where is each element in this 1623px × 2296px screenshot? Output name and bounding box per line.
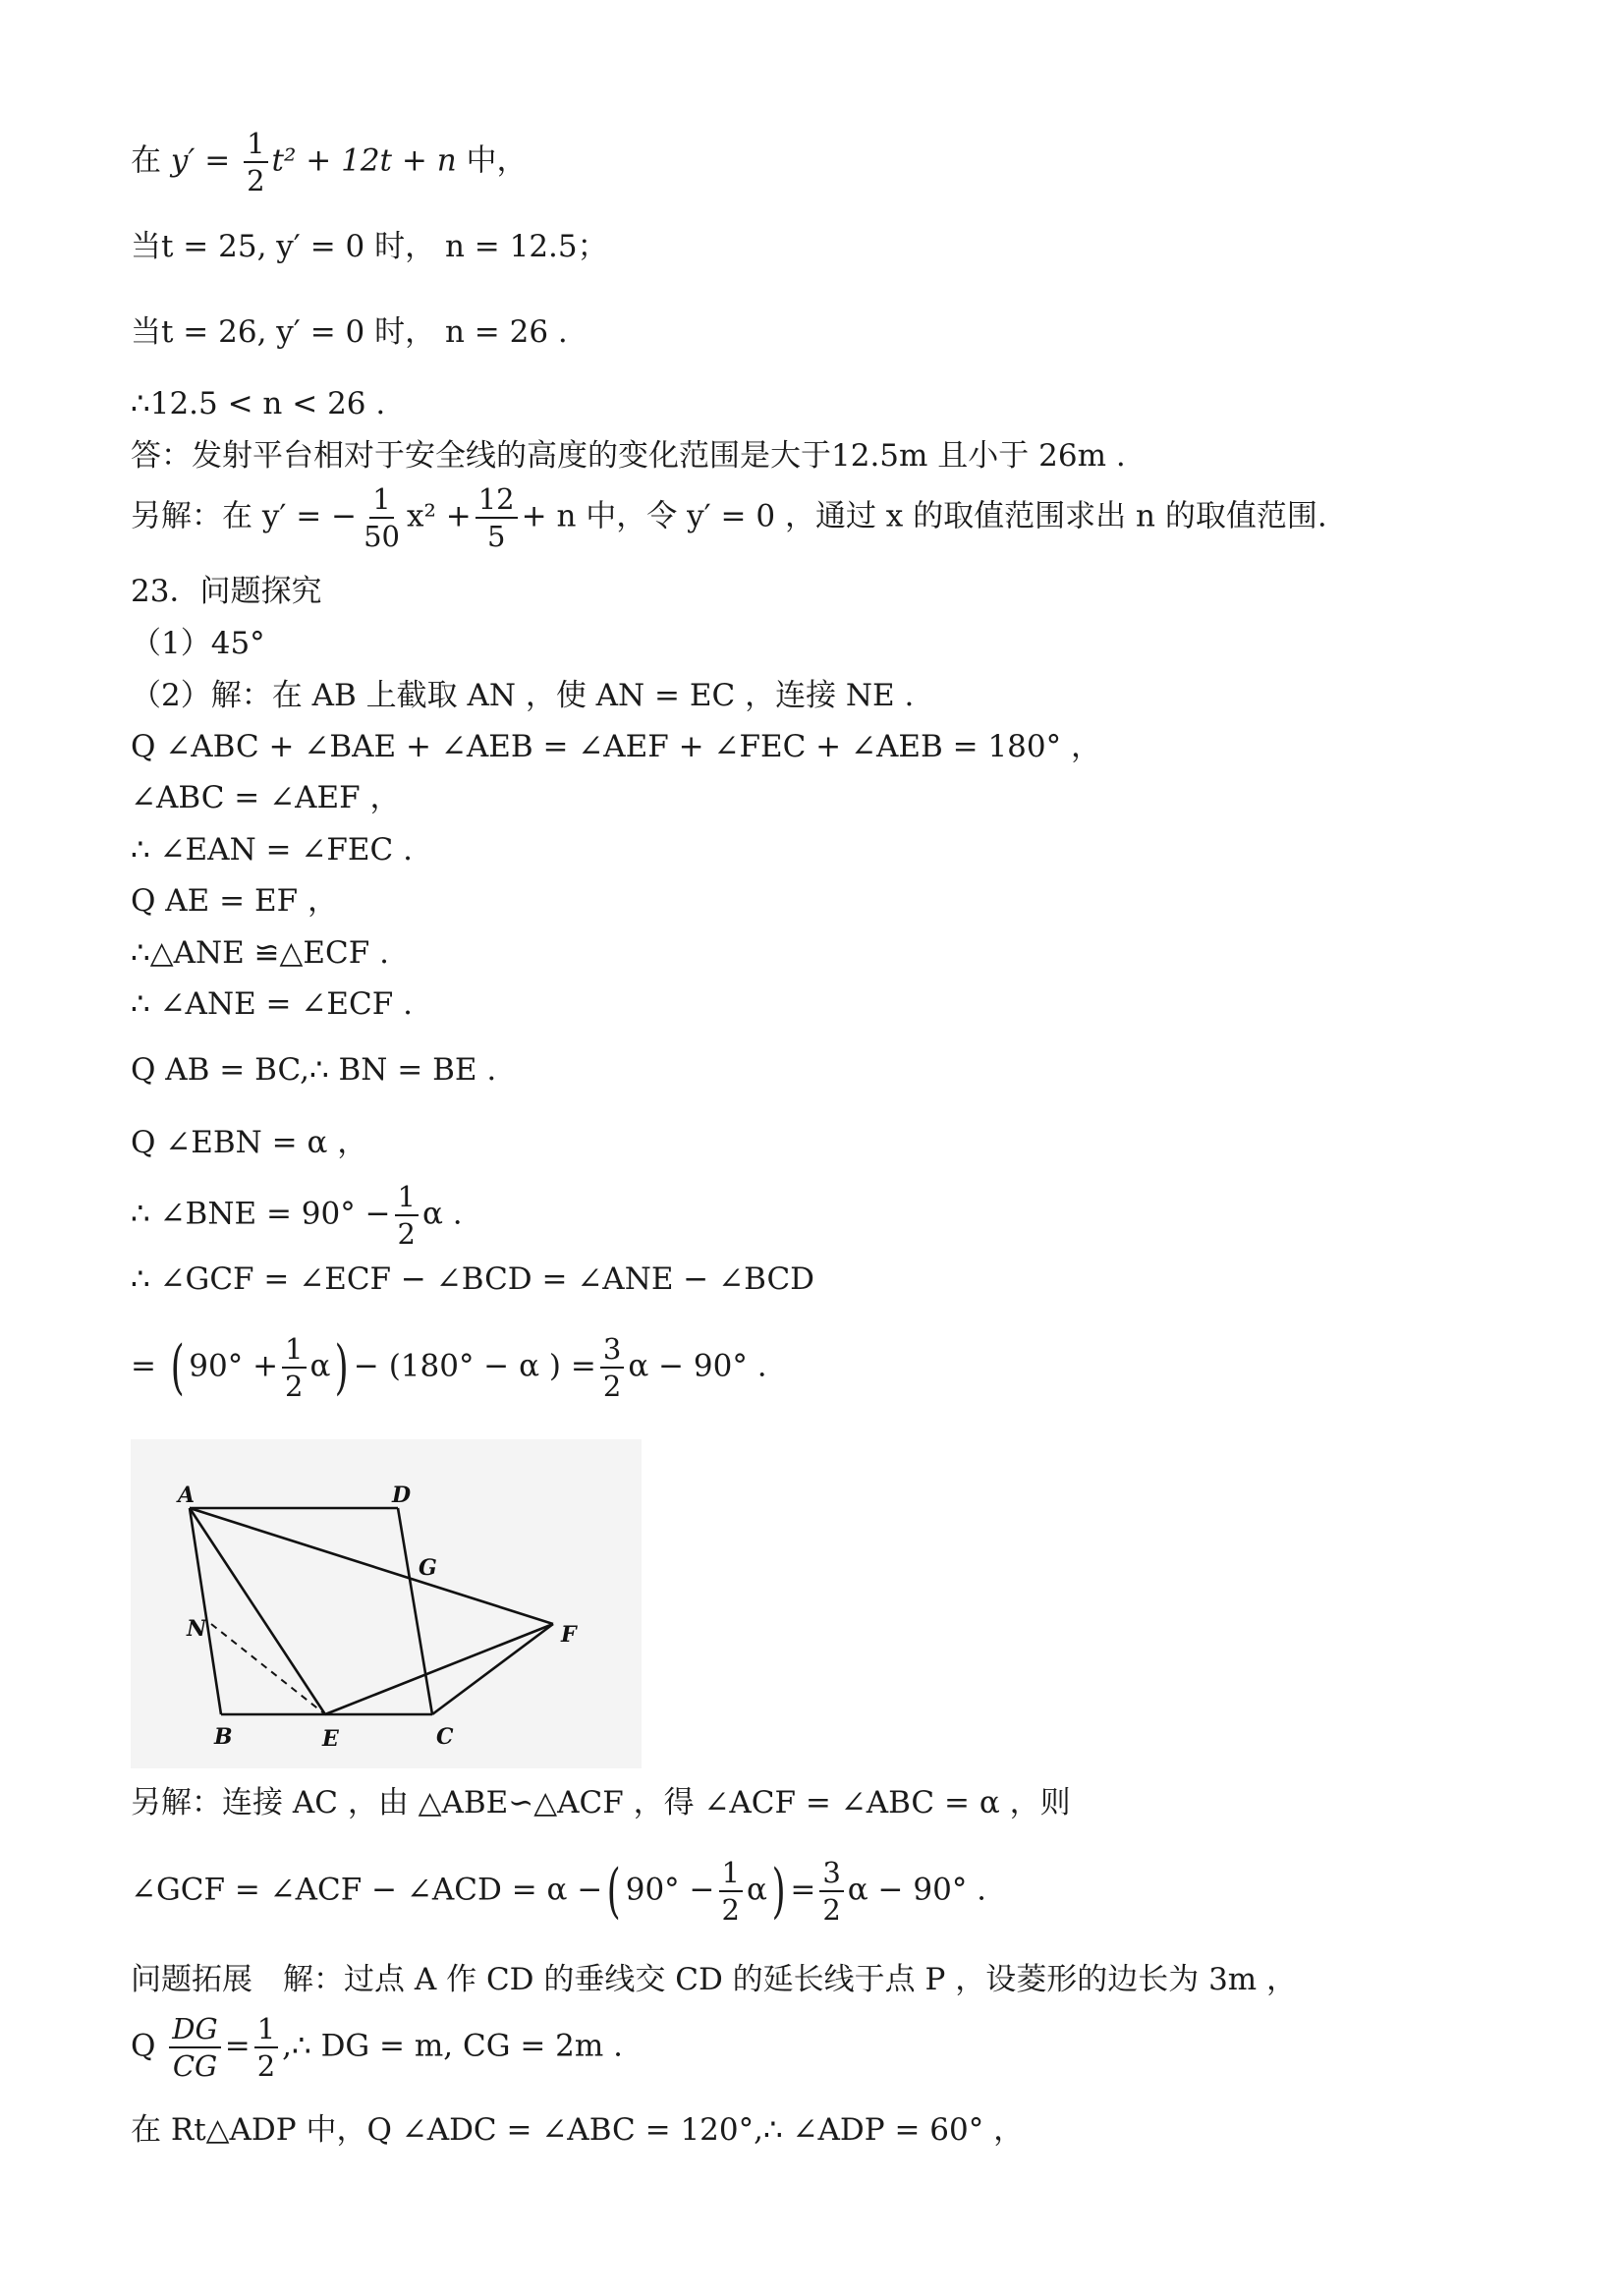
line-7: 23．问题探究 xyxy=(131,574,322,609)
figure-background xyxy=(131,1439,642,1768)
line-18: ∴ ∠BNE = 90° − $\frac{1}{2}$ α . xyxy=(131,1180,463,1251)
label-G: G xyxy=(419,1555,437,1581)
line-22: ∠GCF = ∠ACF − ∠ACD = α −( 90° − $\frac{1}{2}$ α) = $\frac{3}{2}$ α − 90° . xyxy=(131,1856,987,1927)
line-8: （1）45° xyxy=(131,626,265,661)
line-6: 另解：在 y′ = − $\frac{1}{50}$ x² + $\frac{12}{5}$ + n 中，令 y′ = 0 ，通过 x 的取值范围求出 n 的取值范围. xyxy=(131,482,1327,553)
line-10: Q ∠ABC + ∠BAE + ∠AEB = ∠AEF + ∠FEC + ∠AEB = 180° ， xyxy=(131,729,1101,764)
line-3: 当t = 26, y′ = 0 时， n = 26 . xyxy=(131,314,568,350)
line-25: 在 Rt△ADP 中，Q ∠ADC = ∠ABC = 120°,∴ ∠ADP = 60° ， xyxy=(131,2112,1025,2148)
line-9: （2）解：在 AB 上截取 AN ，使 AN = EC ，连接 NE . xyxy=(131,678,915,713)
line-4: ∴12.5 < n < 26 . xyxy=(131,386,386,421)
line-19: ∴ ∠GCF = ∠ECF − ∠BCD = ∠ANE − ∠BCD xyxy=(131,1261,815,1297)
label-F: F xyxy=(561,1622,577,1648)
line-11: ∠ABC = ∠AEF ， xyxy=(131,780,401,815)
line-13: Q AE = EF ， xyxy=(131,883,338,919)
line-5: 答：发射平台相对于安全线的高度的变化范围是大于12.5m 且小于 26m . xyxy=(131,438,1126,474)
label-B: B xyxy=(214,1724,233,1750)
line-23: 问题拓展 解：过点 A 作 CD 的垂线交 CD 的延长线于点 P ，设菱形的边长为 3m ， xyxy=(131,1962,1298,1997)
line-24: Q $\frac{DG}{CG}$ = $\frac{1}{2}$ ,∴ DG = m, CG = 2m . xyxy=(131,2012,623,2083)
line-1: 在 y′ = $\frac{1}{2}$ t² + 12t + n 中， xyxy=(131,127,528,197)
line-15: ∴ ∠ANE = ∠ECF . xyxy=(131,986,413,1022)
label-N: N xyxy=(187,1616,207,1642)
line-14: ∴△ANE ≌△ECF . xyxy=(131,935,389,971)
label-C: C xyxy=(436,1724,454,1750)
label-D: D xyxy=(392,1483,412,1508)
line-16: Q AB = BC,∴ BN = BE . xyxy=(131,1052,497,1088)
label-E: E xyxy=(322,1726,339,1752)
line-17: Q ∠EBN = α ， xyxy=(131,1125,368,1160)
line-21: 另解：连接 AC ，由 △ABE∽△ACF ，得 ∠ACF = ∠ABC = α ，则 xyxy=(131,1785,1071,1820)
line-12: ∴ ∠EAN = ∠FEC . xyxy=(131,832,413,868)
line-2: 当t = 25, y′ = 0 时， n = 12.5； xyxy=(131,229,608,264)
geometry-figure xyxy=(131,1439,642,1768)
label-A: A xyxy=(178,1483,196,1508)
line-20: = ( 90° + $\frac{1}{2}$ α) − (180° − α ) = $\frac{3}{2}$ α − 90° . xyxy=(131,1332,767,1403)
